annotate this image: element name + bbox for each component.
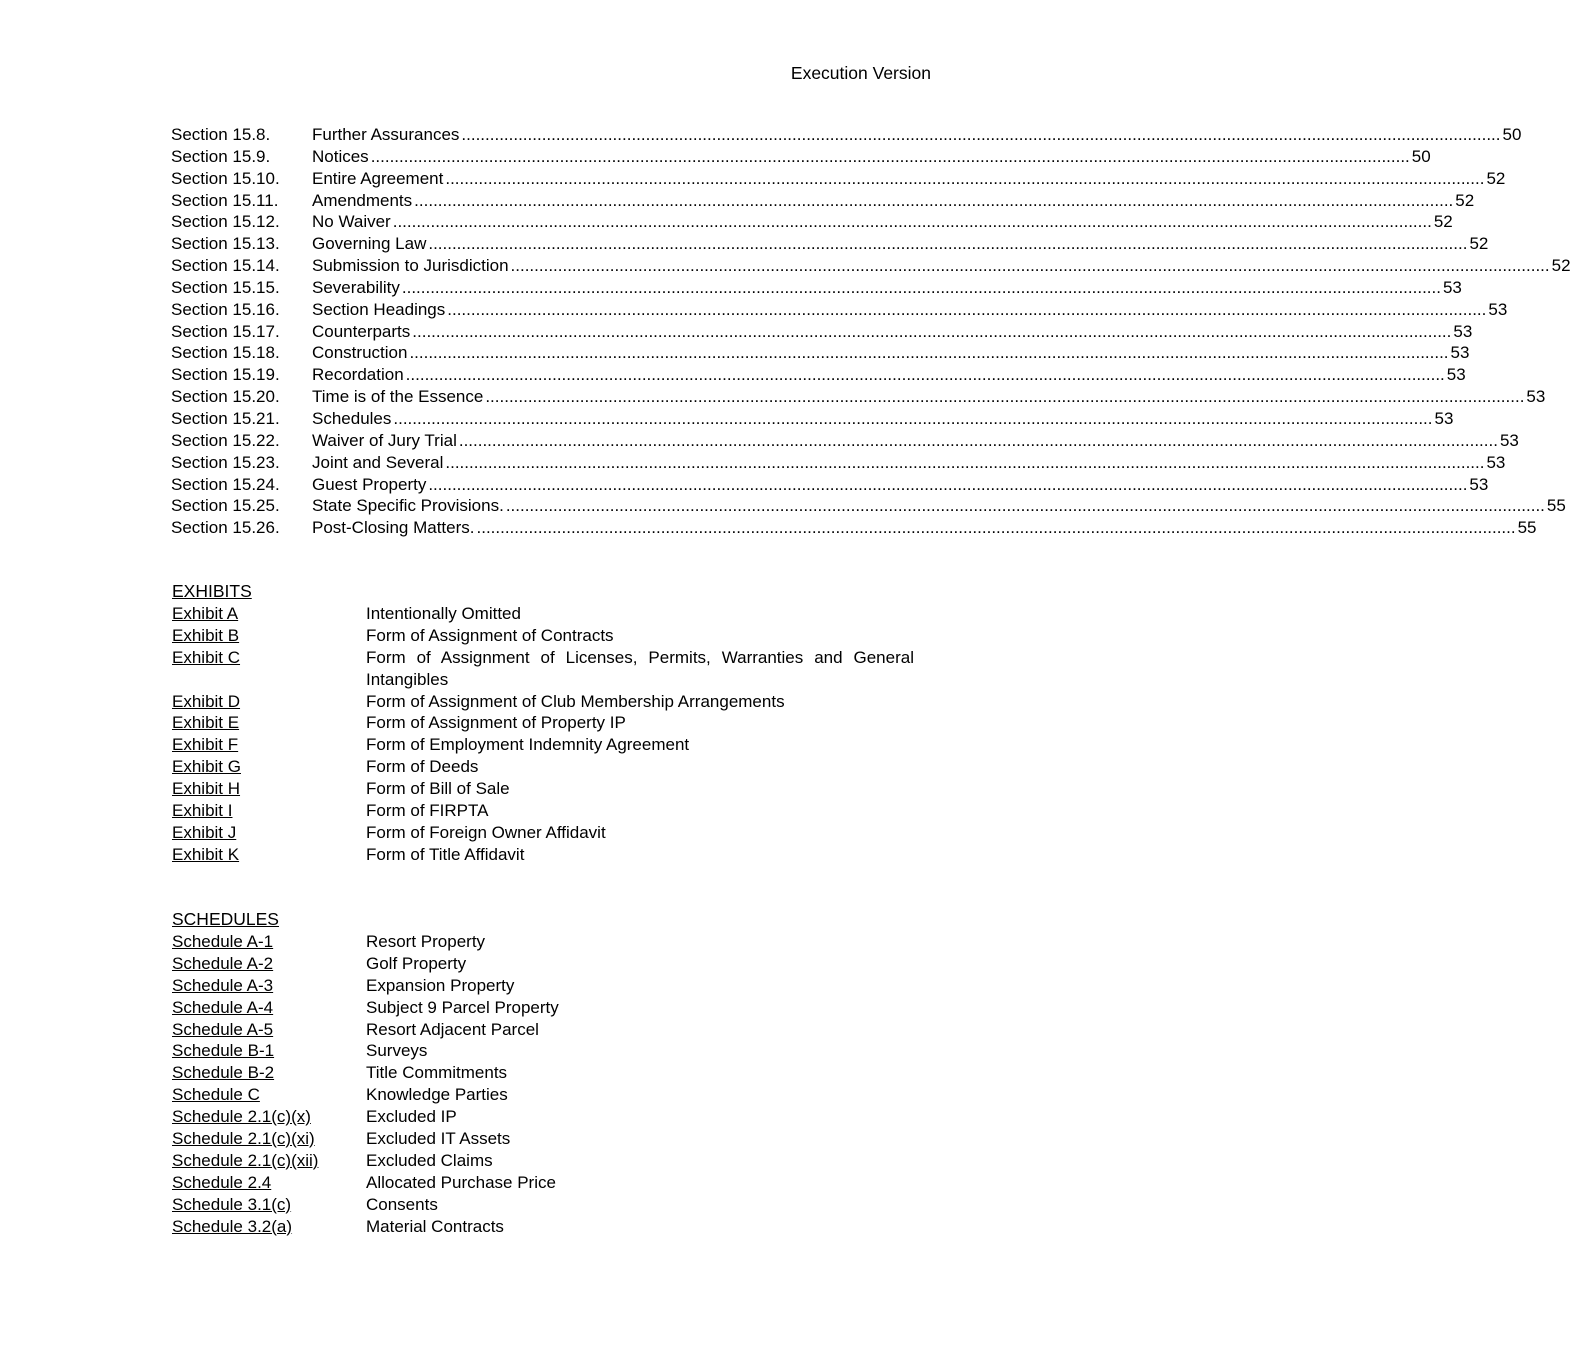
toc-section-title: Construction [312,343,408,363]
schedule-item-description: Consents [366,1194,438,1214]
toc-entry[interactable] [171,255,1571,277]
toc-section-number: Section 15.16. [171,299,280,319]
schedule-item [172,997,914,1019]
toc-section-title: Post-Closing Matters. [312,518,475,538]
toc-section-title: Time is of the Essence [312,387,484,407]
toc-page-number: 53 [1453,321,1473,341]
schedule-item-description: Expansion Property [366,975,515,995]
exhibit-item-description: Form of Assignment of Contracts [366,625,614,645]
toc-entry[interactable] [171,233,1489,255]
toc-leader-dots: ............................................................................................................................................................................................................................ [409,343,1449,363]
toc-section-title: Recordation [312,365,404,385]
toc-section-title: Amendments [312,190,413,210]
schedules-heading: SCHEDULES [172,909,279,929]
schedule-item-description: Allocated Purchase Price [366,1172,556,1192]
toc-leader-dots: ............................................................................................................................................................................................................................ [428,234,1468,254]
schedule-item [172,931,914,953]
toc-section-number: Section 15.24. [171,474,280,494]
toc-section-number: Section 15.25. [171,496,280,516]
toc-leader-dots: ............................................................................................................................................................................................................................ [445,168,1485,188]
schedule-item-link[interactable]: Schedule C [172,1085,260,1105]
toc-leader-dots: ............................................................................................................................................................................................................................ [405,365,1445,385]
toc-entry[interactable] [171,211,1453,233]
toc-leader-dots: ............................................................................................................................................................................................................................ [505,496,1545,516]
toc-page-number: 53 [1442,277,1462,297]
schedule-item [172,1084,914,1106]
toc-page-number: 53 [1499,430,1519,450]
schedule-item-description: Excluded IT Assets [366,1129,511,1149]
toc-page-number: 53 [1486,452,1506,472]
schedule-item-link[interactable]: Schedule A-1 [172,931,274,951]
toc-page-number: 50 [1502,125,1522,144]
schedule-item [172,1216,914,1238]
toc-entry[interactable] [171,495,1566,517]
toc-section-number: Section 15.8. [171,125,271,144]
exhibit-list [172,603,914,866]
exhibit-item [172,822,914,844]
schedule-item-description: Knowledge Parties [366,1085,508,1105]
toc-leader-dots: ............................................................................................................................................................................................................................ [445,452,1485,472]
toc-page-number: 53 [1488,299,1508,319]
toc-section-number: Section 15.22. [171,430,280,450]
toc-section-number: Section 15.11. [171,190,279,210]
schedule-item-description: Title Commitments [366,1063,508,1083]
exhibit-item [172,647,914,691]
exhibit-item-description: Form of Bill of Sale [366,779,510,799]
toc-section-title: Waiver of Jury Trial [312,430,457,450]
toc-section-number: Section 15.20. [171,387,280,407]
toc-section-number: Section 15.21. [171,408,280,428]
schedule-item [172,1172,914,1194]
toc-page-number: 52 [1551,256,1571,276]
schedule-item-description: Subject 9 Parcel Property [366,997,559,1017]
toc-leader-dots: ............................................................................................................................................................................................................................ [392,212,1432,232]
exhibit-item-link[interactable]: Exhibit F [172,735,239,755]
toc-section-number: Section 15.26. [171,518,280,538]
toc-leader-dots: ............................................................................................................................................................................................................................ [485,387,1525,407]
toc-entry[interactable] [171,277,1462,299]
toc-leader-dots: ............................................................................................................................................................................................................................ [401,277,1441,297]
toc-section-title: Section Headings [312,299,446,319]
toc-page-number: 53 [1526,387,1546,407]
schedule-item [172,953,914,975]
toc-page-number: 50 [1411,146,1431,166]
exhibit-item-link[interactable]: Exhibit I [172,801,233,821]
toc-page-number: 52 [1486,168,1506,188]
toc-entry[interactable] [171,408,1454,430]
toc-section-title: No Waiver [312,212,391,232]
exhibit-item-description: Form of FIRPTA [366,801,489,821]
exhibit-item-link[interactable]: Exhibit C [172,647,241,667]
schedule-item [172,1040,914,1062]
exhibit-item [172,603,914,625]
schedule-item-link[interactable]: Schedule A-4 [172,997,274,1017]
schedule-item-link[interactable]: Schedule A-2 [172,953,274,973]
schedule-item [172,1019,914,1041]
exhibit-item [172,844,914,866]
toc-entry[interactable] [171,452,1506,474]
schedule-item-description: Golf Property [366,953,467,973]
toc-page-number: 53 [1450,343,1470,363]
toc-leader-dots: ............................................................................................................................................................................................................................ [461,125,1501,144]
toc-leader-dots: ............................................................................................................................................................................................................................ [458,430,1498,450]
toc-page-number: 52 [1469,234,1489,254]
toc-leader-dots: ............................................................................................................................................................................................................................ [428,474,1468,494]
toc-section-number: Section 15.15. [171,277,280,297]
exhibit-item [172,756,914,778]
schedule-item-description: Resort Adjacent Parcel [366,1019,539,1039]
toc-entry[interactable] [171,342,1470,364]
exhibit-item [172,800,914,822]
toc-section-title: Guest Property [312,474,427,494]
toc-section-title: Schedules [312,408,392,428]
toc-entry[interactable] [171,386,1546,408]
toc-page-number: 52 [1455,190,1475,210]
exhibit-item-description: Form of Assignment of Club Membership Arrangements [366,691,785,711]
exhibit-item [172,734,914,756]
exhibit-item-description: Form of Assignment of Licenses, Permits, Warranties and General Intangibles [366,647,914,689]
toc-page-number: 53 [1434,408,1454,428]
toc-entry[interactable] [171,321,1473,343]
toc-section-number: Section 15.17. [171,321,280,341]
schedule-item-link[interactable]: Schedule B-2 [172,1063,275,1083]
exhibit-item-link[interactable]: Exhibit A [172,603,239,623]
toc-section-title: Entire Agreement [312,168,444,188]
toc-page-number: 53 [1469,474,1489,494]
toc-section-number: Section 15.10. [171,168,280,188]
toc-leader-dots: ............................................................................................................................................................................................................................ [510,256,1550,276]
exhibit-item-link[interactable]: Exhibit K [172,844,240,864]
toc-entry[interactable] [171,146,1431,168]
toc-entry[interactable] [171,190,1475,212]
schedule-item [172,1150,914,1172]
exhibit-item-description: Form of Title Affidavit [366,844,525,864]
toc-entry[interactable] [171,124,1522,146]
exhibit-item-link[interactable]: Exhibit J [172,822,237,842]
schedule-item-description: Resort Property [366,931,486,951]
schedule-item [172,1106,914,1128]
toc-page-number: 55 [1546,496,1566,516]
toc-leader-dots: ............................................................................................................................................................................................................................ [476,518,1516,538]
toc-section-number: Section 15.19. [171,365,280,385]
toc-entry[interactable] [171,430,1519,452]
schedule-item-link[interactable]: Schedule A-5 [172,1019,274,1039]
table-of-contents [171,124,1571,539]
schedule-item-link[interactable]: Schedule 2.1(c)(xii) [172,1150,319,1170]
schedule-item-link[interactable]: Schedule A-3 [172,975,274,995]
schedule-item [172,1062,914,1084]
toc-section-title: Counterparts [312,321,411,341]
exhibit-item-link[interactable]: Exhibit D [172,691,241,711]
exhibit-item-link[interactable]: Exhibit E [172,713,240,733]
schedule-item-link[interactable]: Schedule 3.1(c) [172,1194,292,1214]
exhibits-section [172,581,914,866]
schedule-item-link[interactable]: Schedule 2.1(c)(x) [172,1107,311,1127]
schedule-item-link[interactable]: Schedule 2.4 [172,1172,272,1192]
schedule-item-link[interactable]: Schedule 2.1(c)(xi) [172,1129,315,1149]
toc-entry[interactable] [171,474,1489,496]
toc-section-number: Section 15.23. [171,452,280,472]
exhibit-item-link[interactable]: Exhibit H [172,779,241,799]
exhibit-item [172,625,914,647]
schedule-item-description: Material Contracts [366,1216,504,1236]
exhibit-item-description: Form of Employment Indemnity Agreement [366,735,690,755]
toc-leader-dots: ............................................................................................................................................................................................................................ [447,299,1487,319]
schedule-item-description: Excluded Claims [366,1150,493,1170]
execution-version-header: Execution Version [790,63,931,83]
toc-section-title: Submission to Jurisdiction [312,256,509,276]
exhibit-item-description: Intentionally Omitted [366,603,521,623]
toc-entry[interactable] [171,364,1466,386]
schedule-item [172,975,914,997]
toc-section-title: Governing Law [312,234,427,254]
schedule-item-description: Surveys [366,1041,428,1061]
toc-leader-dots: ............................................................................................................................................................................................................................ [393,408,1433,428]
schedule-list [172,931,914,1238]
exhibit-item [172,691,914,713]
toc-section-number: Section 15.12. [171,212,280,232]
toc-section-title: Severability [312,277,400,297]
toc-entry[interactable] [171,168,1506,190]
toc-page-number: 52 [1433,212,1453,232]
exhibit-item [172,712,914,734]
toc-section-title: Further Assurances [312,125,460,144]
exhibit-item [172,778,914,800]
exhibit-item-description: Form of Foreign Owner Affidavit [366,822,606,842]
schedules-section [172,909,914,1238]
toc-section-number: Section 15.14. [171,256,280,276]
schedule-item [172,1194,914,1216]
schedule-item-link[interactable]: Schedule 3.2(a) [172,1216,293,1236]
toc-entry[interactable] [171,299,1508,321]
toc-section-title: Joint and Several [312,452,444,472]
schedule-item-description: Excluded IP [366,1107,457,1127]
schedule-item [172,1128,914,1150]
toc-section-title: Notices [312,146,369,166]
toc-leader-dots: ............................................................................................................................................................................................................................ [414,190,1454,210]
toc-page-number: 53 [1446,365,1466,385]
toc-entry[interactable] [171,517,1537,539]
toc-section-title: State Specific Provisions. [312,496,504,516]
exhibit-item-description: Form of Assignment of Property IP [366,713,626,733]
toc-page-number: 55 [1517,518,1537,538]
toc-section-number: Section 15.9. [171,146,271,166]
toc-section-number: Section 15.18. [171,343,280,363]
toc-leader-dots: ............................................................................................................................................................................................................................ [370,146,1410,166]
exhibit-item-link[interactable]: Exhibit B [172,625,240,645]
toc-leader-dots: ............................................................................................................................................................................................................................ [412,321,1452,341]
toc-section-number: Section 15.13. [171,234,280,254]
exhibits-heading: EXHIBITS [172,581,252,601]
exhibit-item-description: Form of Deeds [366,757,479,777]
exhibit-item-link[interactable]: Exhibit G [172,757,241,777]
schedule-item-link[interactable]: Schedule B-1 [172,1041,275,1061]
